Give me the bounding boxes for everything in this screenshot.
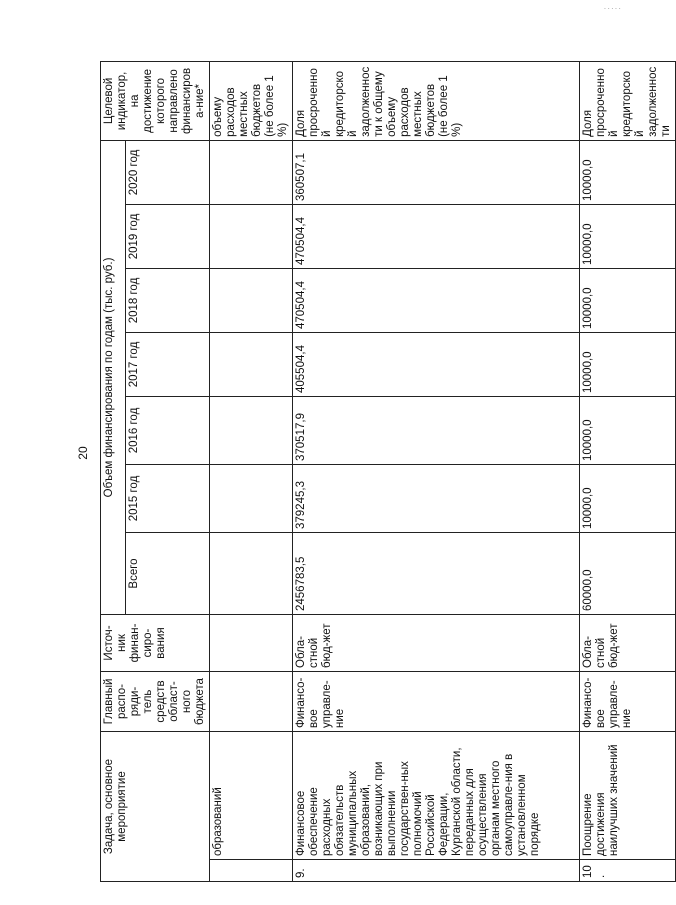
value-2017-cell: 405504,4 [293,333,580,397]
header-2017: 2017 год [126,333,210,397]
source-cell: Обла-стной бюд-жет [580,615,676,672]
manager-cell: Финансо-вое управле-ние [293,672,580,732]
scan-mark: ····· [603,4,622,13]
value-2018-cell: 10000,0 [580,269,676,333]
value-2019-cell [210,205,293,269]
header-2019: 2019 год [126,205,210,269]
value-2017-cell: 10000,0 [580,333,676,397]
funding-table [100,61,676,882]
manager-cell [210,672,293,732]
page-number: 20 [76,446,90,460]
indicator-cell: Доля просроченной кредиторской задолженности [580,61,676,140]
value-2020-cell: 10000,0 [580,140,676,204]
value-2015-cell: 379245,3 [293,465,580,533]
value-2015-cell: 10000,0 [580,465,676,533]
indicator-cell: Доля просроченной кредиторской задолженности к общему объему расходов местных бюджетов (не более 1 %) [293,61,580,140]
header-source: Источ-ник финан-сиро-вания [101,615,210,672]
value-2016-cell: 370517,9 [293,397,580,465]
indicator-cell: объему расходов местных бюджетов (не более 1 %) [210,61,293,140]
value-2020-cell [210,140,293,204]
table-row [293,61,580,881]
header-2015: 2015 год [126,465,210,533]
value-2016-cell [210,397,293,465]
header-2018: 2018 год [126,269,210,333]
source-cell [210,615,293,672]
row-number: 10. [580,860,676,882]
value-2019-cell: 10000,0 [580,205,676,269]
task-cell: Поощрение достижения наилучших значений [580,732,676,860]
total-cell: 2456783,5 [293,533,580,615]
header-2016: 2016 год [126,397,210,465]
manager-cell: Финансо-вое управле-ние [580,672,676,732]
rotated-table-frame [100,62,672,882]
task-cell: Финансовое обеспечение расходных обязательств муниципальных образований, возникающих при выполнении государствен-ных полномочий Российской Федерации, Курганской области, переданных для осуществления органам местного самоуправле-ния в установленном порядке [293,732,580,860]
header-total: Всего [126,533,210,615]
table-container [100,62,672,882]
header-task: Задача, основное мероприятие [101,732,210,882]
header-funding-group: Объем финансирования по годам (тыс. руб.) [101,140,126,614]
header-2020: 2020 год [126,140,210,204]
task-cell: образований [210,732,293,860]
value-2018-cell [210,269,293,333]
header-indicator: Целевой индикатор, на достижение которого направлено финансирова-ние* [101,61,210,140]
table-row [580,61,676,881]
value-2016-cell: 10000,0 [580,397,676,465]
value-2018-cell: 470504,4 [293,269,580,333]
value-2020-cell: 360507,1 [293,140,580,204]
source-cell: Обла-стной бюд-жет [293,615,580,672]
total-cell: 60000,0 [580,533,676,615]
value-2017-cell [210,333,293,397]
value-2015-cell [210,465,293,533]
table-row [210,61,293,881]
total-cell [210,533,293,615]
header-manager: Главный распо-ряди-тель средств област-ного бюджета [101,672,210,732]
value-2019-cell: 470504,4 [293,205,580,269]
row-number [210,860,293,882]
row-number: 9. [293,860,580,882]
